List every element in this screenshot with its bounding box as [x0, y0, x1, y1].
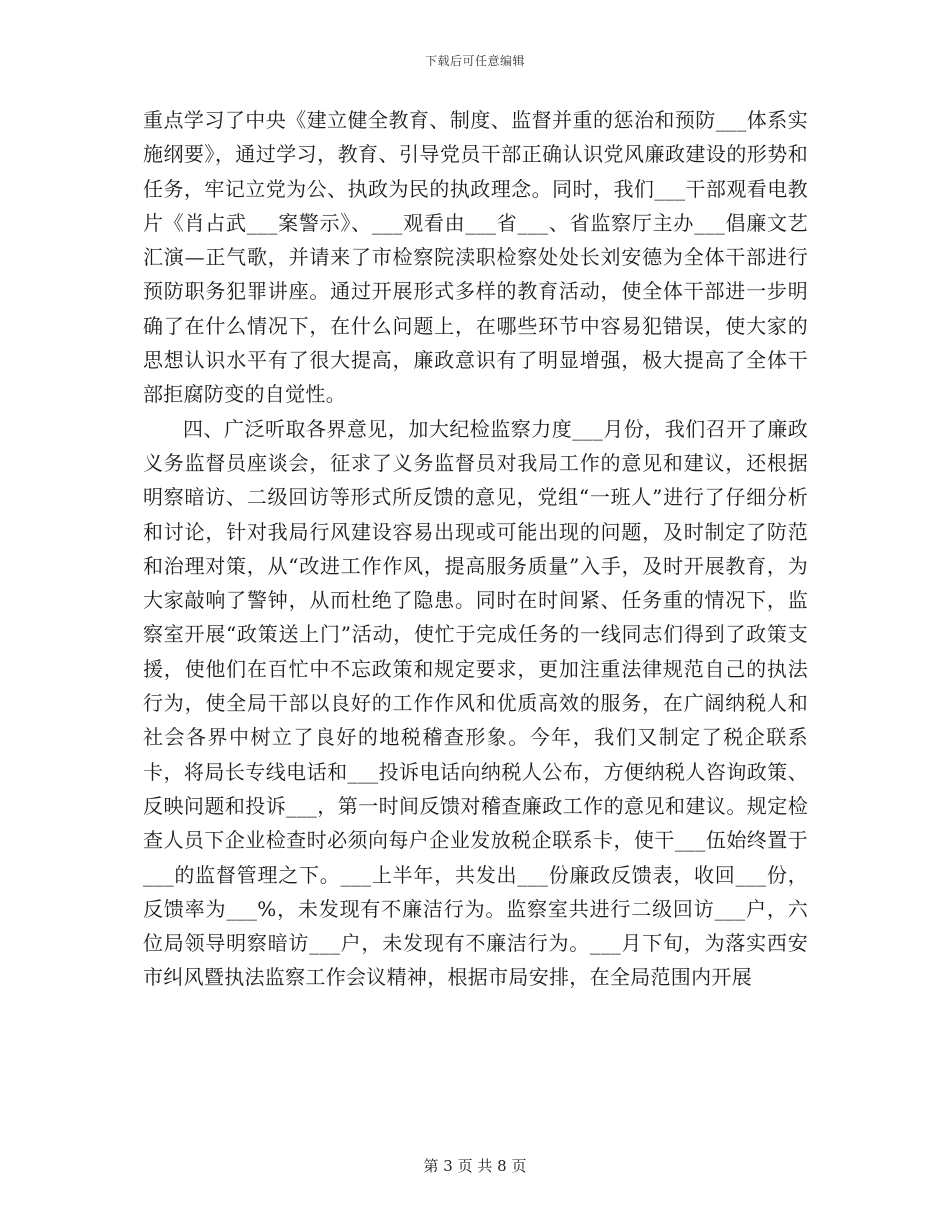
paragraph-section-four: 四、广泛听取各界意见，加大纪检监察力度___月份，我们召开了廉政义务监督员座谈会，征求了义务监督员对我局工作的意见和建议，还根据明察暗访、二级回访等形式所反馈的意见，党组“一班人”进行了仔细分析和讨论，针对我局行风建设容易出现或可能出现的问题，及时制定了防范和治理对策，从“改进工作作风，提高服务质量”入手，及时开展教育，为大家敲响了警钟，从而杜绝了隐患。同时在时间紧、任务重的情况下，监察室开展“政策送上门”活动，使忙于完成任务的一线同志们得到了政策支援，使他们在百忙中不忘政策和规定要求，更加注重法律规范自己的执法行为，使全局干部以良好的工作作风和优质高效的服务，在广阔纳税人和社会各界中树立了良好的地税稽查形象。今年，我们又制定了税企联系卡，将局长专线电话和___投诉电话向纳税人公布，方便纳税人咨询政策、反映问题和投诉___，第一时间反馈对稽查廉政工作的意见和建议。规定检查人员下企业检查时必须向每户企业发放税企联系卡，使干___伍始终置于___的监督管理之下。___上半年，共发出___份廉政反馈表，收回___份，反馈率为___%，未发现有不廉洁行为。监察室共进行二级回访___户，六位局领导明察暗访___户，未发现有不廉洁行为。___月下旬，为落实西安市纠风暨执法监察工作会议精神，根据市局安排，在全局范围内开展	[143, 416, 808, 990]
paragraph-continued: 重点学习了中央《建立健全教育、制度、监督并重的惩治和预防___体系实施纲要》，通过学习，教育、引导党员干部正确认识党风廉政建设的形势和任务，牢记立党为公、执政为民的执政理念。同时，我们___干部观看电教片《肖占武___案警示》、___观看由___省___、省监察厅主办___倡廉文艺汇演—正气歌，并请来了市检察院渎职检察处处长刘安德为全体干部进行预防职务犯罪讲座。通过开展形式多样的教育活动，使全体干部进一步明确了在什么情况下，在什么问题上，在哪些环节中容易犯错误，使大家的思想认识水平有了很大提高，廉政意识有了明显增强，极大提高了全体干部拒腐防变的自觉性。	[143, 108, 808, 407]
page-footer-number: 第 3 页 共 8 页	[423, 1157, 527, 1175]
page-header-note: 下载后可任意编辑	[424, 54, 525, 68]
document-body	[143, 103, 808, 995]
